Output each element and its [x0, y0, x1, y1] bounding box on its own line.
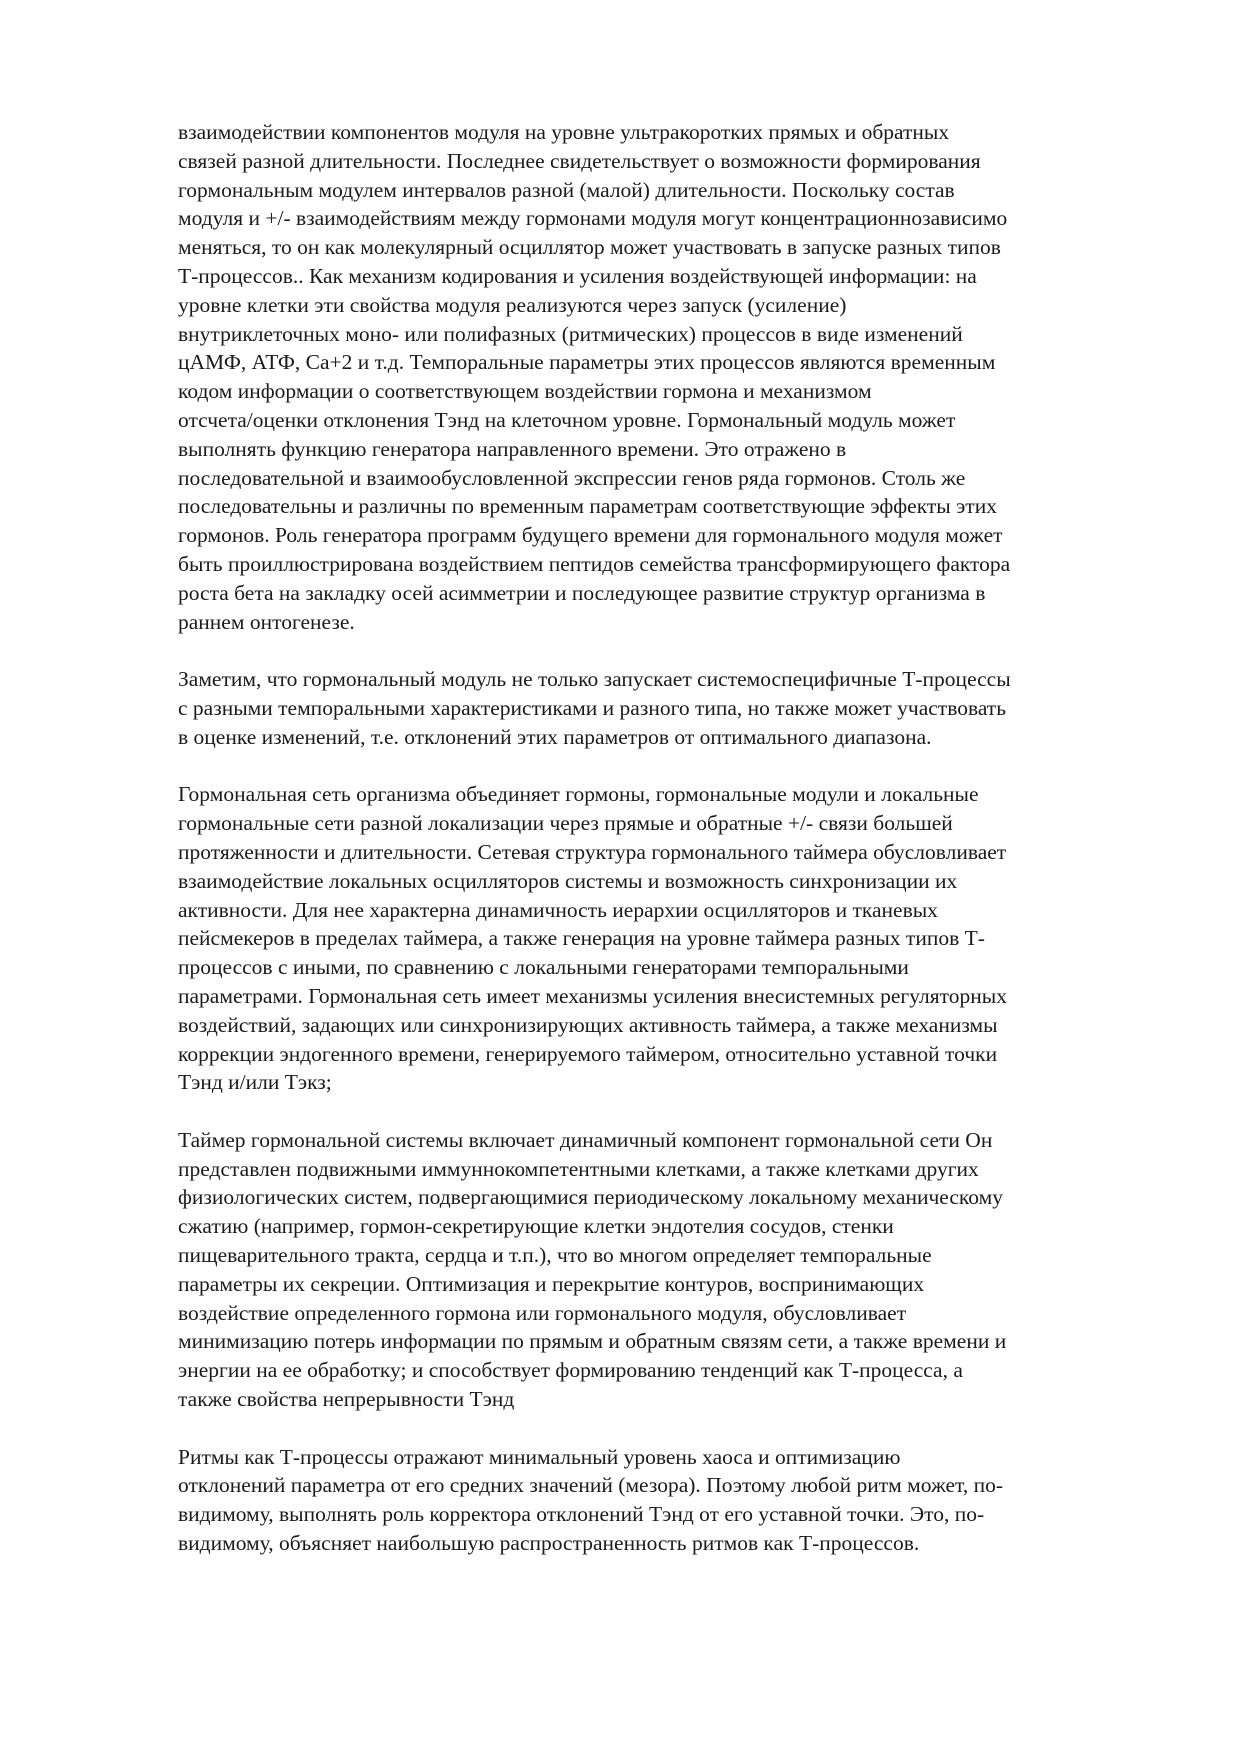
text-line: связей разной длительности. Последнее свидетельствует о возможности формирования: [178, 148, 981, 173]
text-line: также свойства непрерывности Тэнд: [178, 1387, 515, 1412]
text-line: Заметим, что гормональный модуль не только запускает системоспецифичные Т-процессы: [178, 667, 1011, 692]
text-line: взаимодействие локальных осцилляторов системы и возможность синхронизации их: [178, 868, 958, 893]
text-line: параметры их секреции. Оптимизация и перекрытие контуров, воспринимающих: [178, 1271, 925, 1296]
text-line: активности. Для нее характерна динамичность иерархии осцилляторов и тканевых: [178, 897, 938, 922]
text-line: цАМФ, АТФ, Са+2 и т.д. Темпоральные параметры этих процессов являются временным: [178, 350, 996, 375]
paragraph-4: [178, 1126, 1168, 1414]
text-line: видимому, объясняет наибольшую распространенность ритмов как Т-процессов.: [178, 1531, 920, 1556]
text-line: кодом информации о соответствующем воздействии гормона и механизмом: [178, 379, 872, 404]
paragraph-2: [178, 665, 1168, 751]
text-line: минимизацию потерь информации по прямым и обратным связям сети, а также времени и: [178, 1329, 1007, 1354]
text-line: отклонений параметра от его средних значений (мезора). Поэтому любой ритм может, по-: [178, 1473, 1003, 1498]
text-line: сжатию (например, гормон-секретирующие клетки эндотелия сосудов, стенки: [178, 1214, 894, 1239]
text-line: коррекции эндогенного времени, генерируемого таймером, относительно уставной точки: [178, 1041, 998, 1066]
text-line: протяженности и длительности. Сетевая структура гормонального таймера обусловливает: [178, 839, 1007, 864]
text-line: представлен подвижными иммуннокомпетентными клетками, а также клетками других: [178, 1156, 979, 1181]
text-line: параметрами. Гормональная сеть имеет механизмы усиления внесистемных регуляторных: [178, 983, 1007, 1008]
text-line: гормонов. Роль генератора программ будущего времени для гормонального модуля может: [178, 523, 1003, 548]
text-line: выполнять функцию генератора направленного времени. Это отражено в: [178, 436, 847, 461]
paragraph-gap: [178, 1097, 1168, 1126]
text-line: энергии на ее обработку; и способствует формированию тенденций как Т-процесса, а: [178, 1358, 963, 1383]
text-line: роста бета на закладку осей асимметрии и последующее развитие структур организма в: [178, 580, 986, 605]
text-line: взаимодействии компонентов модуля на уровне ультракоротких прямых и обратных: [178, 120, 950, 144]
paragraph-gap: [178, 636, 1168, 665]
text-line: видимому, выполнять роль корректора отклонений Тэнд от его уставной точки. Это, по-: [178, 1502, 985, 1527]
paragraph-1: [178, 118, 1168, 636]
document-body: [178, 118, 1168, 1558]
paragraph-5: [178, 1443, 1168, 1558]
text-line: воздействий, задающих или синхронизирующих активность таймера, а также механизмы: [178, 1012, 998, 1037]
text-line: пейсмекеров в пределах таймера, а также генерация на уровне таймера разных типов Т-: [178, 926, 985, 951]
text-line: Таймер гормональной системы включает динамичный компонент гормональной сети Он: [178, 1127, 993, 1152]
text-line: отсчета/оценки отклонения Тэнд на клеточном уровне. Гормональный модуль может: [178, 407, 956, 432]
text-line: физиологических систем, подвергающимися периодическому локальному механическому: [178, 1185, 1003, 1210]
text-line: раннем онтогенезе.: [178, 609, 355, 634]
text-line: уровне клетки эти свойства модуля реализуются через запуск (усиление): [178, 292, 847, 317]
text-line: процессов с иными, по сравнению с локальными генераторами темпоральными: [178, 955, 909, 980]
paragraph-3: [178, 780, 1168, 1097]
text-line: модуля и +/- взаимодействиям между гормонами модуля могут концентрационнозависимо: [178, 206, 1008, 231]
text-line: с разными темпоральными характеристиками и разного типа, но также может участвовать: [178, 695, 1007, 720]
text-line: в оценке изменений, т.е. отклонений этих параметров от оптимального диапазона.: [178, 724, 932, 749]
text-line: быть проиллюстрирована воздействием пептидов семейства трансформирующего фактора: [178, 551, 1011, 576]
text-line: внутриклеточных моно- или полифазных (ритмических) процессов в виде изменений: [178, 321, 963, 346]
paragraph-gap: [178, 1414, 1168, 1443]
text-line: меняться, то он как молекулярный осциллятор может участвовать в запуске разных типов: [178, 235, 1001, 260]
text-line: Гормональная сеть организма объединяет гормоны, гормональные модули и локальные: [178, 782, 979, 807]
text-line: последовательны и различны по временным параметрам соответствующие эффекты этих: [178, 494, 997, 519]
text-line: Тэнд и/или Тэкз;: [178, 1070, 332, 1095]
text-line: последовательной и взаимообусловленной экспрессии генов ряда гормонов. Столь же: [178, 465, 966, 490]
text-line: гормональные сети разной локализации через прямые и обратные +/- связи большей: [178, 811, 953, 836]
text-line: воздействие определенного гормона или гормонального модуля, обусловливает: [178, 1300, 907, 1325]
text-line: гормональным модулем интервалов разной (малой) длительности. Поскольку состав: [178, 177, 955, 202]
text-line: Т-процессов.. Как механизм кодирования и усиления воздействующей информации: на: [178, 263, 977, 288]
text-line: Ритмы как Т-процессы отражают минимальный уровень хаоса и оптимизацию: [178, 1444, 901, 1469]
paragraph-gap: [178, 752, 1168, 781]
text-line: пищеварительного тракта, сердца и т.п.), что во многом определяет темпоральные: [178, 1243, 932, 1268]
